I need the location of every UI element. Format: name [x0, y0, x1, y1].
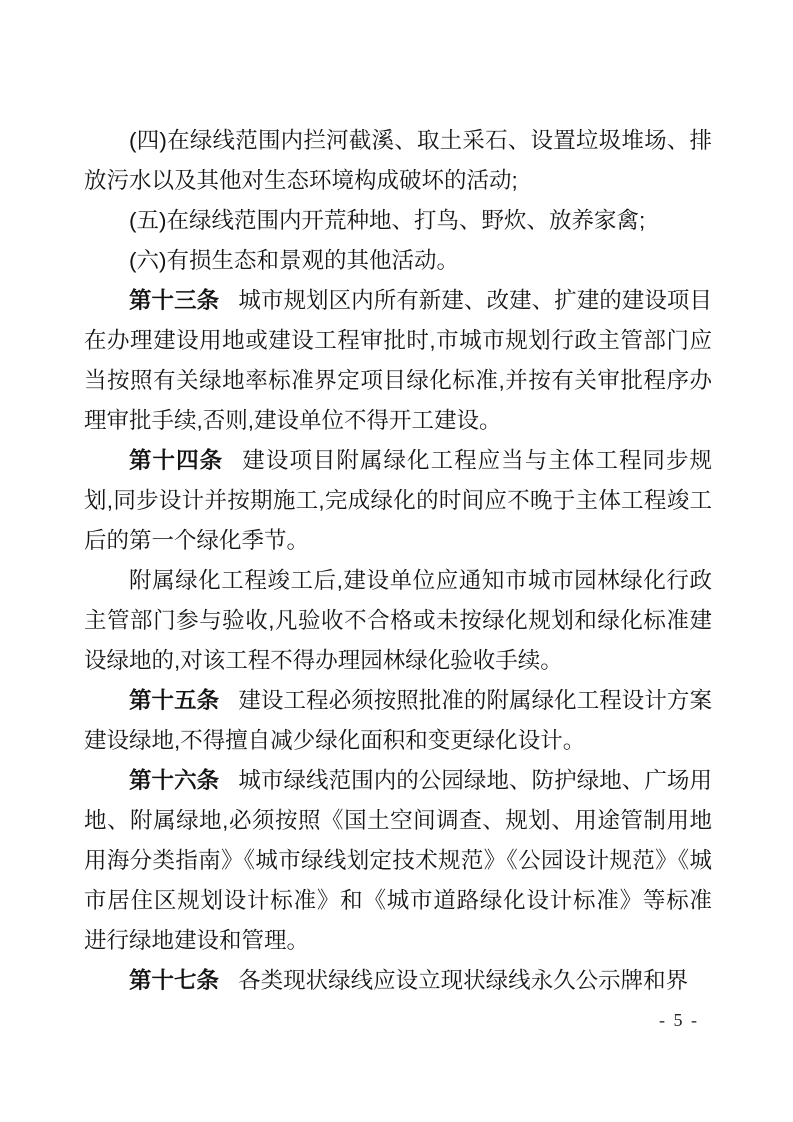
paragraph-item-4: [84, 121, 712, 201]
paragraph-item-5: [84, 201, 712, 241]
paragraph-article-15: [84, 681, 712, 761]
paragraph-article-17: [84, 961, 712, 1001]
paragraph-text: (五)在绿线范围内开荒种地、打鸟、野炊、放养家禽;: [129, 208, 646, 233]
paragraph-article-14-clause: [84, 561, 712, 681]
paragraph-text: 各类现状绿线应设立现状绿线永久公示牌和界: [238, 968, 689, 993]
page-number: - 5 -: [659, 1010, 699, 1030]
paragraph-item-6: [84, 241, 712, 281]
paragraph-text: 城市规划区内所有新建、改建、扩建的建设项目在办理建设用地或建设工程审批时,市城市规划行政主管部门应当按照有关绿地率标准界定项目绿化标准,并按有关审批程序办理审批手续,否则,建设单位不得开工建设。: [84, 288, 712, 433]
paragraph-article-13: [84, 281, 712, 441]
paragraph-text: (四)在绿线范围内拦河截溪、取土采石、设置垃圾堆场、排放污水以及其他对生态环境构成破坏的活动;: [84, 128, 712, 193]
article-number: 第十三条: [129, 288, 220, 313]
paragraph-text: (六)有损生态和景观的其他活动。: [129, 248, 459, 273]
paragraph-text: 建设工程必须按照批准的附属绿化工程设计方案建设绿地,不得擅自减少绿化面积和变更绿化设计。: [84, 688, 712, 753]
article-number: 第十四条: [129, 448, 224, 473]
document-body: [84, 121, 712, 1001]
paragraph-text: 附属绿化工程竣工后,建设单位应通知市城市园林绿化行政主管部门参与验收,凡验收不合格或未按绿化规划和绿化标准建设绿地的,对该工程不得办理园林绿化验收手续。: [84, 568, 712, 673]
paragraph-article-16: [84, 761, 712, 961]
paragraph-article-14: [84, 441, 712, 561]
article-number: 第十七条: [129, 968, 220, 993]
paragraph-text: 建设项目附属绿化工程应当与主体工程同步规划,同步设计并按期施工,完成绿化的时间应不晚于主体工程竣工后的第一个绿化季节。: [84, 448, 712, 553]
article-number: 第十五条: [129, 688, 220, 713]
article-number: 第十六条: [129, 768, 220, 793]
paragraph-text: 城市绿线范围内的公园绿地、防护绿地、广场用地、附属绿地,必须按照《国土空间调查、规划、用途管制用地用海分类指南》《城市绿线划定技术规范》《公园设计规范》《城市居住区规划设计标准》和《城市道路绿化设计标准》等标准进行绿地建设和管理。: [84, 768, 712, 953]
